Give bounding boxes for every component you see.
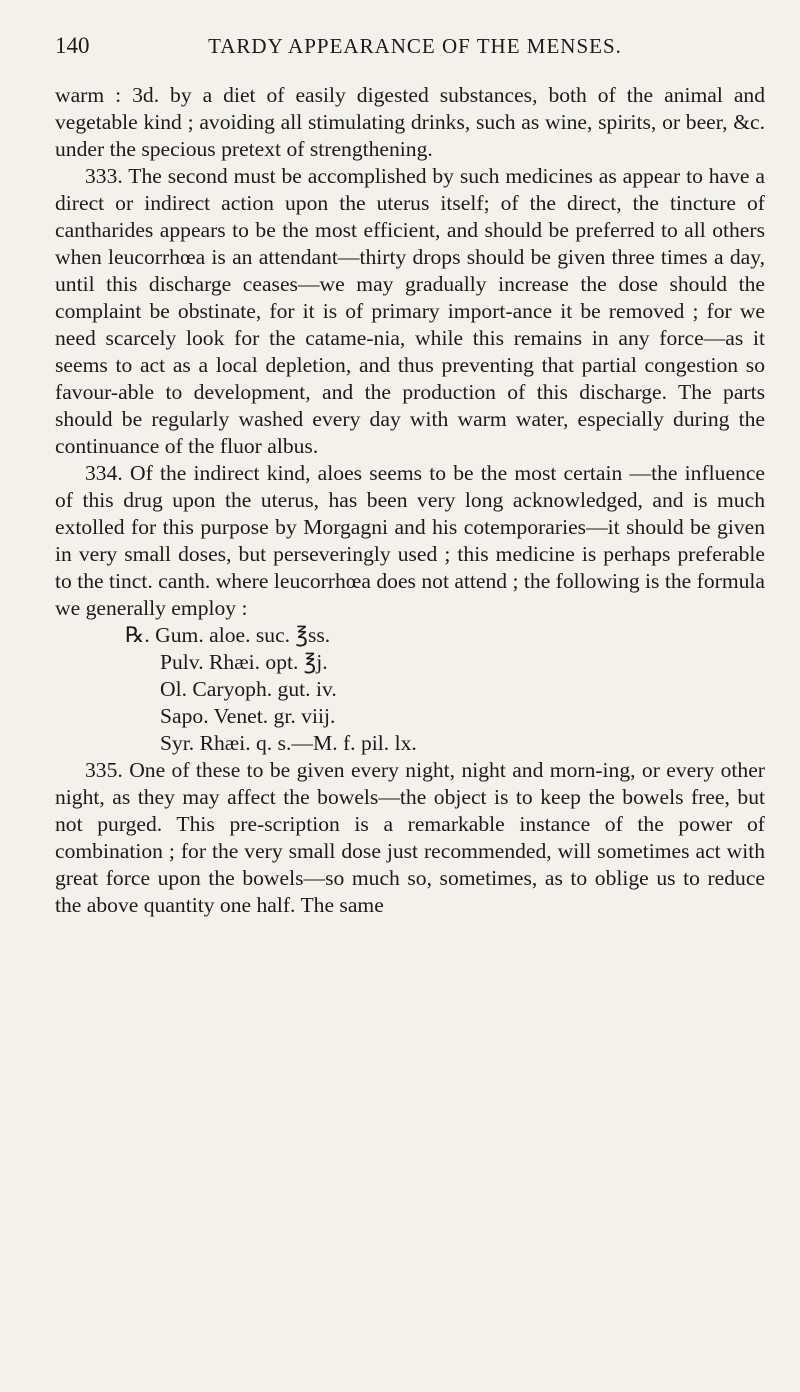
formula-line: Sapo. Venet. gr. viij. xyxy=(160,704,336,728)
paragraph-text: One of these to be given every night, night and morn-ing, or every other night, as they may affect the bowels—the object is to keep the bowels free, but not purged. This pre-scription is a remarkable instance of the power of combination ; for the very small dose just recommended, will sometimes act with great force upon the bowels—so much so, sometimes, as to oblige us to reduce the above quantity one half. The same xyxy=(55,758,766,917)
paragraph-335 xyxy=(55,757,765,919)
paragraph-continued xyxy=(55,82,765,163)
running-title: TARDY APPEARANCE OF THE MENSES. xyxy=(208,34,622,58)
paragraph-number: 335. xyxy=(85,758,123,782)
paragraph-text: The second must be accomplished by such medicines as appear to have a direct or indirect action upon the uterus itself; of the direct, the tincture of cantharides appears to be the most efficient, and should be preferred to all others when leucorrhœa is an attendant—thirty drops should be given three times a day, until this discharge ceases—we may gradually increase the dose should the complaint be obstinate, for it is of primary import-ance it be removed ; for we need scarcely look for the catame-nia, while this remains in any force—as it seems to act as a local depletion, and thus preventing that partial congestion so favour-able to development, and the production of this discharge. The parts should be regularly washed every day with warm water, especially during the continuance of the fluor albus. xyxy=(55,164,765,458)
formula-line: Syr. Rhæi. q. s.—M. f. pil. lx. xyxy=(160,731,417,755)
paragraph-text: Of the indirect kind, aloes seems to be the most certain —the influence of this drug upon the uterus, has been very long acknowledged, and is much extolled for this purpose by Morgagni and his cotemporaries—it should be given in very small doses, but perseveringly used ; this medicine is perhaps preferable to the tinct. canth. where leucorrhœa does not attend ; the following is the formula we generally employ : xyxy=(55,461,765,620)
paragraph-334 xyxy=(55,460,765,622)
paragraph-number: 333. xyxy=(85,164,123,188)
page-body xyxy=(55,82,765,919)
page-header xyxy=(55,30,745,62)
paragraph-number: 334. xyxy=(85,461,123,485)
prescription-formula xyxy=(55,622,765,757)
formula-line: ℞. Gum. aloe. suc. ℥ss. xyxy=(125,623,331,647)
formula-line: Ol. Caryoph. gut. iv. xyxy=(160,677,337,701)
formula-line: Pulv. Rhæi. opt. ℥j. xyxy=(160,650,328,674)
page-number: 140 xyxy=(55,33,90,58)
paragraph-text: warm : 3d. by a diet of easily digested substances, both of the animal and vegetable kind ; avoiding all stimulating drinks, such as wine, spirits, or beer, &c. under the specious pretext of strengthening. xyxy=(55,83,765,161)
paragraph-333 xyxy=(55,163,765,460)
